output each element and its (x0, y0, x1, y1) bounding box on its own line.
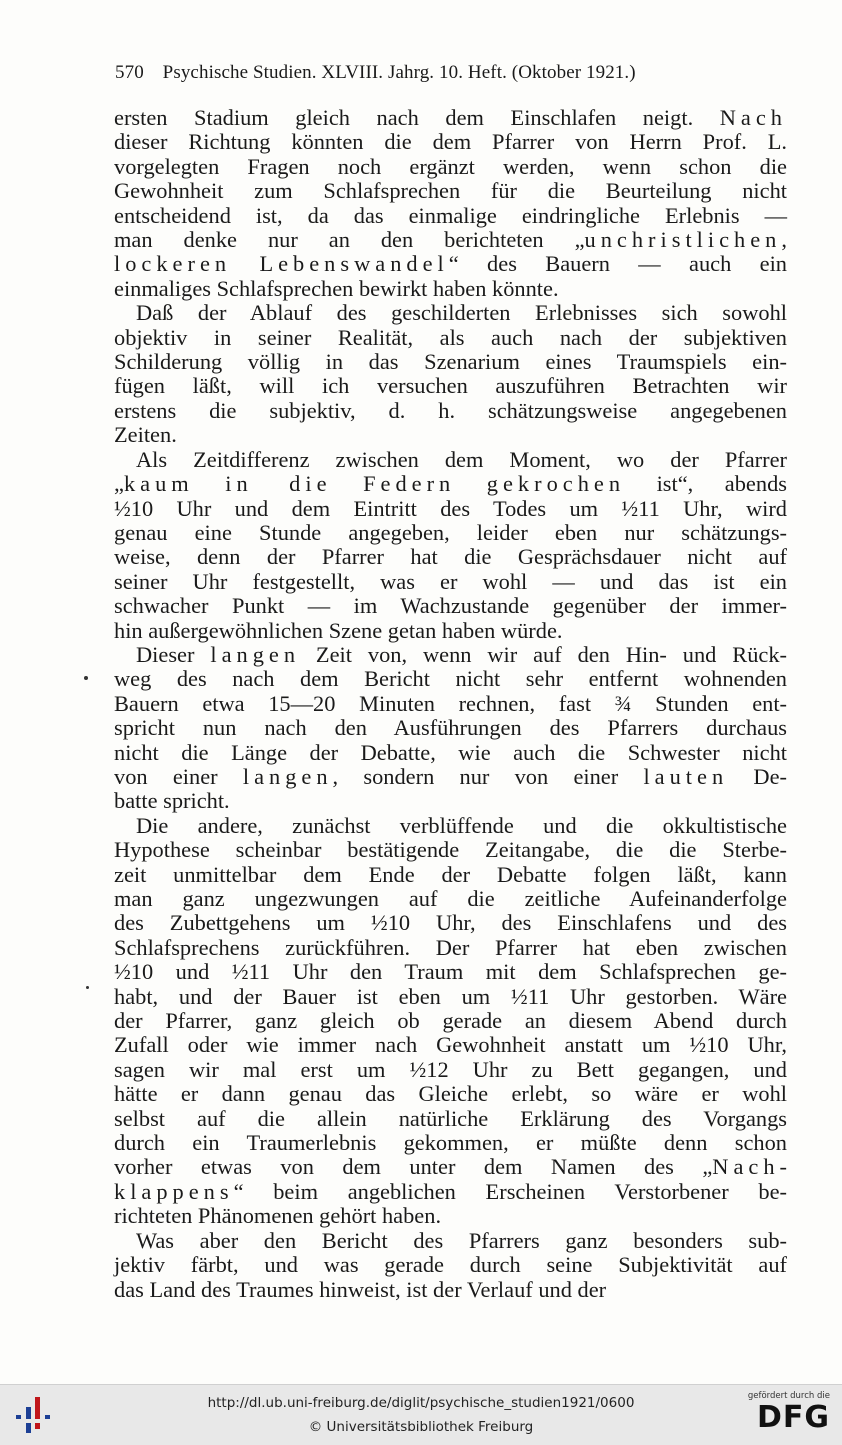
text-line: sagen wir mal erst um ½12 Uhr zu Bett gegangen, und (114, 1056, 787, 1082)
text-line: hätte er dann genau das Gleiche erlebt, so wäre er wohl (114, 1081, 787, 1107)
text-line: ersten Stadium gleich nach dem Einschlafen neigt. Nach (114, 105, 787, 130)
dfg-caption: gefördert durch die (747, 1391, 830, 1401)
text-line: Daß der Ablauf des geschilderten Erlebnisses sich sowohl (136, 300, 787, 326)
text-line: erstens die subjektiv, d. h. schätzungsweise angegebenen (114, 397, 787, 423)
running-title: Psychische Studien. XLVIII. Jahrg. 10. Heft. (Oktober 1921.) (162, 62, 636, 83)
text-line: Was aber den Bericht des Pfarrers ganz besonders sub- (136, 1227, 787, 1253)
page-number: 570 (115, 62, 144, 83)
footer-url[interactable]: http://dl.ub.uni-freiburg.de/diglit/psychische_studien1921/0600 (207, 1395, 635, 1411)
footer-copyright: © Universitätsbibliothek Freiburg (308, 1419, 534, 1435)
text-line: lockeren Lebenswandel“ des Bauern — auch ein (114, 251, 787, 277)
text-line: durch ein Traumerlebnis gekommen, er müßte denn schon (114, 1130, 787, 1156)
text-line: Dieser langen Zeit von, wenn wir auf den Hin- und Rück- (136, 641, 787, 667)
text-line: Die andere, zunächst verblüffende und die okkultistische (136, 812, 787, 838)
text-line: Bauern etwa 15—20 Minuten rechnen, fast ¾ Stunden ent- (114, 690, 787, 716)
text-line: richteten Phänomenen gehört haben. (114, 1203, 442, 1229)
text-line: klappens“ beim angeblichen Erscheinen Verstorbener be- (114, 1178, 787, 1204)
text-line: weg des nach dem Bericht nicht sehr entfernt wohnenden (114, 666, 787, 692)
text-line: vorher etwas von dem unter dem Namen des „Nach- (114, 1154, 787, 1180)
text-line: batte spricht. (114, 788, 230, 814)
text-line: hin außergewöhnlichen Szene getan haben würde. (114, 617, 563, 643)
dfg-logo (738, 1391, 830, 1439)
text-line: man denke nur an den berichteten „unchristlichen, (114, 227, 787, 253)
text-line: habt, und der Bauer ist eben um ½11 Uhr gestorben. Wäre (114, 983, 787, 1009)
margin-mark (84, 676, 88, 680)
viewer-footer (0, 1384, 842, 1445)
paragraph (114, 448, 787, 643)
text-line: spricht nun nach den Ausführungen des Pfarrers durchaus (114, 715, 787, 741)
text-line: vorgelegten Fragen noch ergänzt werden, wenn schon die (114, 153, 787, 179)
text-line: man ganz ungezwungen auf die zeitliche Aufeinanderfolge (114, 886, 787, 911)
text-line: Schilderung völlig in das Szenarium eines Traumspiels ein- (114, 349, 787, 375)
text-line: Schlafsprechens zurückführen. Der Pfarrer hat eben zwischen (114, 934, 787, 960)
paragraph (114, 643, 787, 814)
paragraph (114, 814, 787, 1229)
text-line: „kaum in die Federn gekrochen ist“, abends (114, 471, 787, 497)
text-line: fügen läßt, will ich versuchen auszuführen Betrachten wir (114, 373, 787, 399)
text-line: dieser Richtung könnten die dem Pfarrer von Herrn Prof. L. (114, 129, 787, 155)
text-line: Hypothese scheinbar bestätigende Zeitangabe, die die Sterbe- (114, 837, 787, 863)
paragraph (114, 106, 787, 301)
text-line: entscheidend ist, da das einmalige eindringliche Erlebnis — (114, 202, 787, 228)
paragraph (114, 301, 787, 447)
text-line: von einer langen, sondern nur von einer lauten De- (114, 763, 787, 789)
text-line: der Pfarrer, ganz gleich ob gerade an diesem Abend durch (114, 1008, 787, 1034)
article-body (114, 106, 787, 1302)
text-line: Als Zeitdifferenz zwischen dem Moment, wo der Pfarrer (136, 446, 787, 472)
text-line: einmaliges Schlafsprechen bewirkt haben könnte. (114, 275, 559, 301)
text-line: selbst auf die allein natürliche Erklärung des Vorgangs (114, 1105, 787, 1131)
margin-mark (86, 986, 89, 989)
text-line: genau eine Stunde angegeben, leider eben nur schätzungs- (114, 519, 787, 545)
text-line: ½10 und ½11 Uhr den Traum mit dem Schlafsprechen ge- (114, 959, 787, 985)
text-line: objektiv in seiner Realität, als auch nach der subjektiven (114, 324, 787, 350)
text-line: Zufall oder wie immer nach Gewohnheit anstatt um ½10 Uhr, (114, 1032, 787, 1058)
text-line: schwacher Punkt — im Wachzustande gegenüber der immer- (114, 593, 787, 619)
text-line: jektiv färbt, und was gerade durch seine Subjektivität auf (114, 1252, 787, 1278)
text-line: seiner Uhr festgestellt, was er wohl — und das ist ein (114, 568, 787, 594)
text-line: ½10 Uhr und dem Eintritt des Todes um ½11 Uhr, wird (114, 495, 787, 521)
text-line: des Zubettgehens um ½10 Uhr, des Einschlafens und des (114, 910, 787, 936)
text-line: Gewohnheit zum Schlafsprechen für die Beurteilung nicht (114, 178, 787, 204)
text-line: weise, denn der Pfarrer hat die Gesprächsdauer nicht auf (114, 544, 787, 570)
text-line: nicht die Länge der Debatte, wie auch die Schwester nicht (114, 739, 787, 765)
text-line: zeit unmittelbar dem Ende der Debatte folgen läßt, kann (114, 861, 787, 887)
dfg-logo-text: DFG (756, 1400, 830, 1435)
paragraph (114, 1229, 787, 1302)
text-line: Zeiten. (114, 422, 177, 448)
text-line: das Land des Traumes hinweist, ist der Verlauf und der (114, 1276, 607, 1302)
running-header (115, 62, 735, 84)
